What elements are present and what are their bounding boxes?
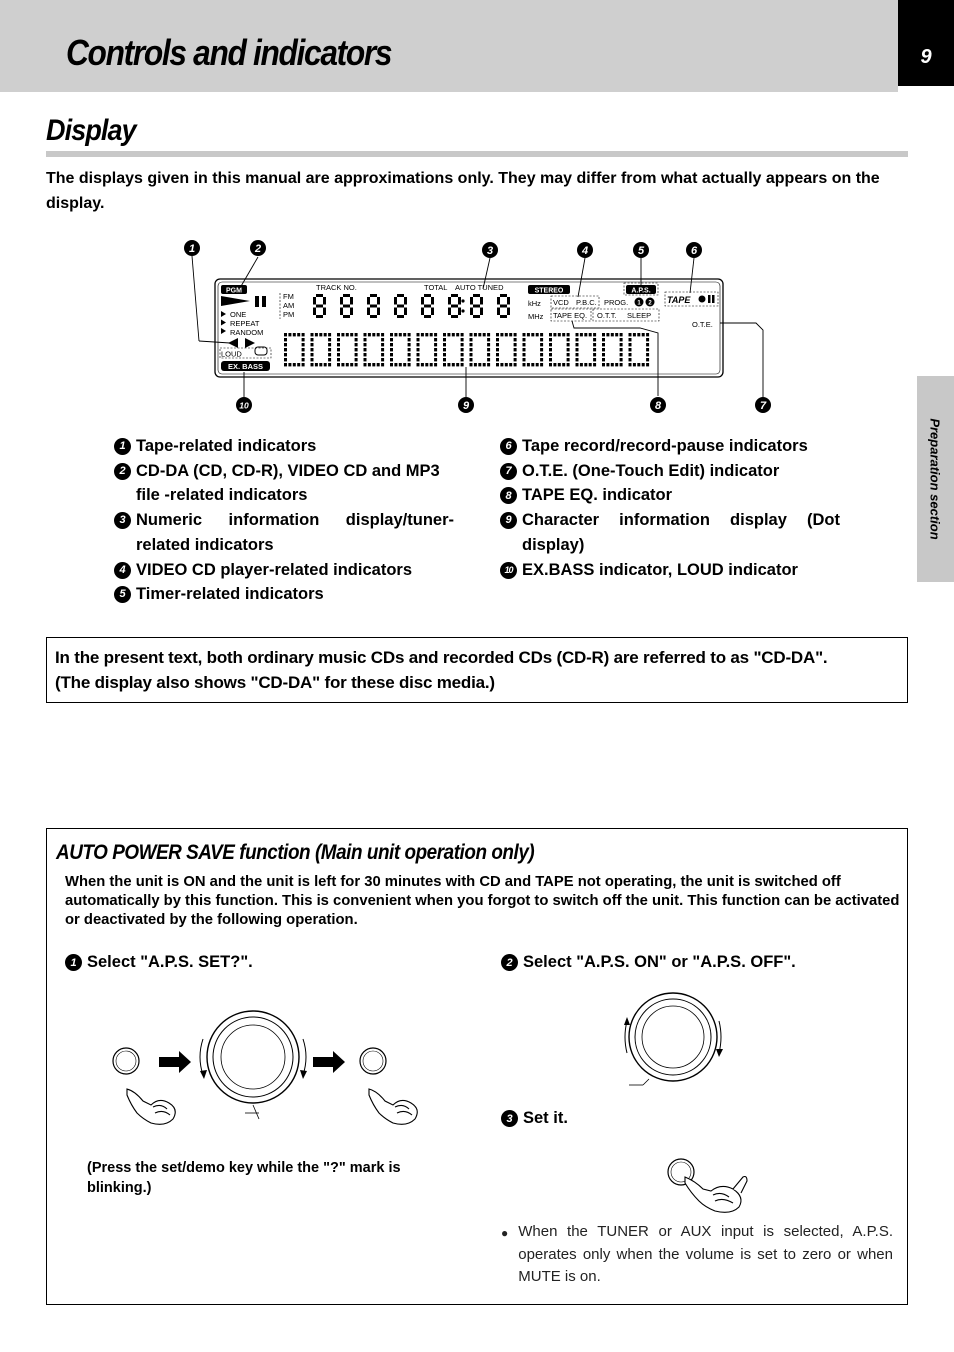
note-line-1: In the present text, both ordinary music CDs and recorded CDs (CD-R) are referred to as "CD-DA". xyxy=(55,648,828,667)
colon-dot-bottom xyxy=(461,309,464,312)
callout-10 xyxy=(236,397,252,413)
step-2-number: 2 xyxy=(501,954,518,971)
legend-text: Tape record/record-pause indicators xyxy=(522,437,808,455)
page-number: 9 xyxy=(920,46,932,68)
note-line-2: (The display also shows "CD-DA" for these disc media.) xyxy=(55,673,495,692)
callout-6-number: 6 xyxy=(690,245,698,257)
legend-number: 6 xyxy=(500,438,517,455)
legend-number: 8 xyxy=(500,487,517,504)
step-3 xyxy=(501,1109,568,1128)
callout-3 xyxy=(482,242,498,258)
khz-label: kHz xyxy=(528,299,541,308)
step-1-illustration xyxy=(107,1009,427,1129)
callout-5 xyxy=(633,242,649,258)
legend-item xyxy=(500,483,840,508)
ott-label: O.T.T. xyxy=(597,311,617,320)
band-pm-label: PM xyxy=(283,310,295,319)
step-1-number: 1 xyxy=(65,954,82,971)
legend-item xyxy=(114,558,454,583)
total-label: TOTAL xyxy=(424,283,448,292)
rotate-right-arrow-icon xyxy=(719,1021,721,1053)
pointing-hand-icon xyxy=(369,1089,417,1124)
record-pause-bar-2 xyxy=(712,295,715,303)
callout-2-number: 2 xyxy=(254,243,262,255)
aps-description: When the unit is ON and the unit is left for 30 minutes with CD and TAPE not operating, the unit is switched off automatically by this function. This is convenient when you forgot to switch off the unit. This function can be activated or deactivated by the following operation. xyxy=(65,874,900,928)
legend-item xyxy=(114,434,454,459)
legend-number: 10 xyxy=(500,562,517,579)
section-title: Display xyxy=(46,114,136,147)
callout-7-number: 7 xyxy=(759,400,767,412)
legend-number: 7 xyxy=(500,463,517,480)
step-2-illustration xyxy=(623,991,743,1091)
press-note: (Press the set/demo key while the "?" mark is blinking.) xyxy=(87,1160,401,1196)
mode-random-label: RANDOM xyxy=(230,328,264,337)
legend-text: CD-DA (CD, CD-R), VIDEO CD and MP3 file -related indicators xyxy=(136,461,440,505)
side-tab-label: Preparation section xyxy=(927,418,943,540)
record-icon xyxy=(699,296,706,303)
pause-icon-bar-2 xyxy=(262,296,266,307)
pointing-hand-icon xyxy=(127,1089,175,1124)
legend-text: VIDEO CD player-related indicators xyxy=(136,560,412,579)
band-fm-label: FM xyxy=(283,292,294,301)
tape-eq-label: TAPE EQ. xyxy=(553,311,588,320)
legend-number: 5 xyxy=(114,586,131,603)
step-3-illustration xyxy=(663,1155,753,1215)
record-pause-bar-1 xyxy=(708,295,711,303)
pause-icon-bar-1 xyxy=(255,296,259,307)
stereo-label: STEREO xyxy=(534,287,564,295)
aps-title: AUTO POWER SAVE function (Main unit operation only) xyxy=(56,841,535,864)
legend-text: Tape-related indicators xyxy=(136,437,317,455)
leader-1 xyxy=(192,256,199,341)
callout-3-number: 3 xyxy=(486,245,494,257)
arrow-right-icon xyxy=(159,1051,191,1073)
ote-label: O.T.E. xyxy=(692,320,713,329)
page-number-box xyxy=(898,0,954,86)
sleep-label: SLEEP xyxy=(627,311,652,320)
step-3-text: Set it. xyxy=(523,1109,568,1127)
track-no-label: TRACK NO. xyxy=(316,283,357,292)
side-tab xyxy=(917,376,954,582)
legend-number: 1 xyxy=(114,438,131,455)
legend-number: 2 xyxy=(114,463,131,480)
callout-4-number: 4 xyxy=(581,245,589,257)
legend-right xyxy=(500,434,840,582)
leader-7 xyxy=(720,323,763,397)
intro-text: The displays given in this manual are approximations only. They may differ from what actually appears on the display. xyxy=(46,170,880,212)
callout-1 xyxy=(184,240,200,256)
prog-2-digit: 2 xyxy=(648,300,652,307)
pointing-hand-icon xyxy=(685,1177,747,1213)
callout-8 xyxy=(650,397,666,413)
step-1-text: Select "A.P.S. SET?". xyxy=(87,953,253,971)
callout-1-number: 1 xyxy=(188,243,196,255)
auto-tuned-label: AUTO TUNED xyxy=(455,283,504,292)
callout-9 xyxy=(458,397,474,413)
band-am-label: AM xyxy=(283,301,295,310)
callout-6 xyxy=(686,242,702,258)
pbc-label: P.B.C. xyxy=(576,298,597,307)
arrow-right-icon xyxy=(313,1051,345,1073)
bullet-icon: ● xyxy=(501,1226,509,1240)
legend-text: EX.BASS indicator, LOUD indicator xyxy=(522,560,798,579)
step-2-text: Select "A.P.S. ON" or "A.P.S. OFF". xyxy=(523,953,796,971)
legend-item xyxy=(114,508,454,557)
legend-item xyxy=(500,508,840,557)
pgm-label: PGM xyxy=(226,287,242,295)
callout-9-number: 9 xyxy=(462,400,470,412)
callout-2 xyxy=(250,240,266,256)
legend-text: Timer-related indicators xyxy=(136,585,324,604)
callout-5-number: 5 xyxy=(637,245,645,257)
legend-item xyxy=(500,558,840,583)
legend-number: 9 xyxy=(500,512,517,529)
tape-label: TAPE xyxy=(667,295,691,305)
vcd-label: VCD xyxy=(553,298,569,307)
step-3-number: 3 xyxy=(501,1110,518,1127)
aps-section xyxy=(46,828,908,1305)
legend-item xyxy=(114,582,454,607)
rotate-left-arrow-icon xyxy=(625,1021,627,1053)
mode-repeat-label: REPEAT xyxy=(230,319,260,328)
step-1 xyxy=(65,953,253,972)
rotate-right-arrow-icon xyxy=(303,1039,306,1075)
legend-item xyxy=(500,434,840,459)
legend-left xyxy=(114,434,454,607)
legend-number: 4 xyxy=(114,562,131,579)
step-2 xyxy=(501,953,796,972)
page-title: Controls and indicators xyxy=(66,32,392,73)
legend-number: 3 xyxy=(114,512,131,529)
callout-4 xyxy=(577,242,593,258)
aps-label: A.P.S. xyxy=(631,287,651,295)
bullet-note-text: When the TUNER or AUX input is selected, A.P.S. operates only when the volume is set to zero or when MUTE is on. xyxy=(518,1223,893,1285)
ex-bass-label: EX. BASS xyxy=(227,362,264,371)
legend-text: Character information display (Dot display) xyxy=(522,511,840,554)
prog-1-digit: 1 xyxy=(637,300,641,307)
loud-label: LOUD xyxy=(221,349,242,359)
legend-item xyxy=(500,459,840,484)
set-key-icon xyxy=(113,1048,139,1074)
legend-text: O.T.E. (One-Touch Edit) indicator xyxy=(522,461,780,480)
section-divider xyxy=(46,151,908,157)
rotate-left-arrow-icon xyxy=(200,1039,203,1075)
mhz-label: MHz xyxy=(528,312,544,321)
legend-item xyxy=(114,459,454,508)
callout-10-number: 10 xyxy=(239,400,249,411)
set-key-icon xyxy=(360,1048,386,1074)
callout-7 xyxy=(755,397,771,413)
legend-text: TAPE EQ. indicator xyxy=(522,486,673,505)
callout-8-number: 8 xyxy=(654,400,662,412)
cd-da-note xyxy=(46,637,908,703)
bullet-note xyxy=(501,1221,893,1289)
prog-label: PROG. xyxy=(604,298,629,307)
mode-one-label: ONE xyxy=(230,310,247,319)
legend-text: Numeric information display/tuner-related indicators xyxy=(136,511,454,554)
colon-dot-top xyxy=(461,299,464,302)
